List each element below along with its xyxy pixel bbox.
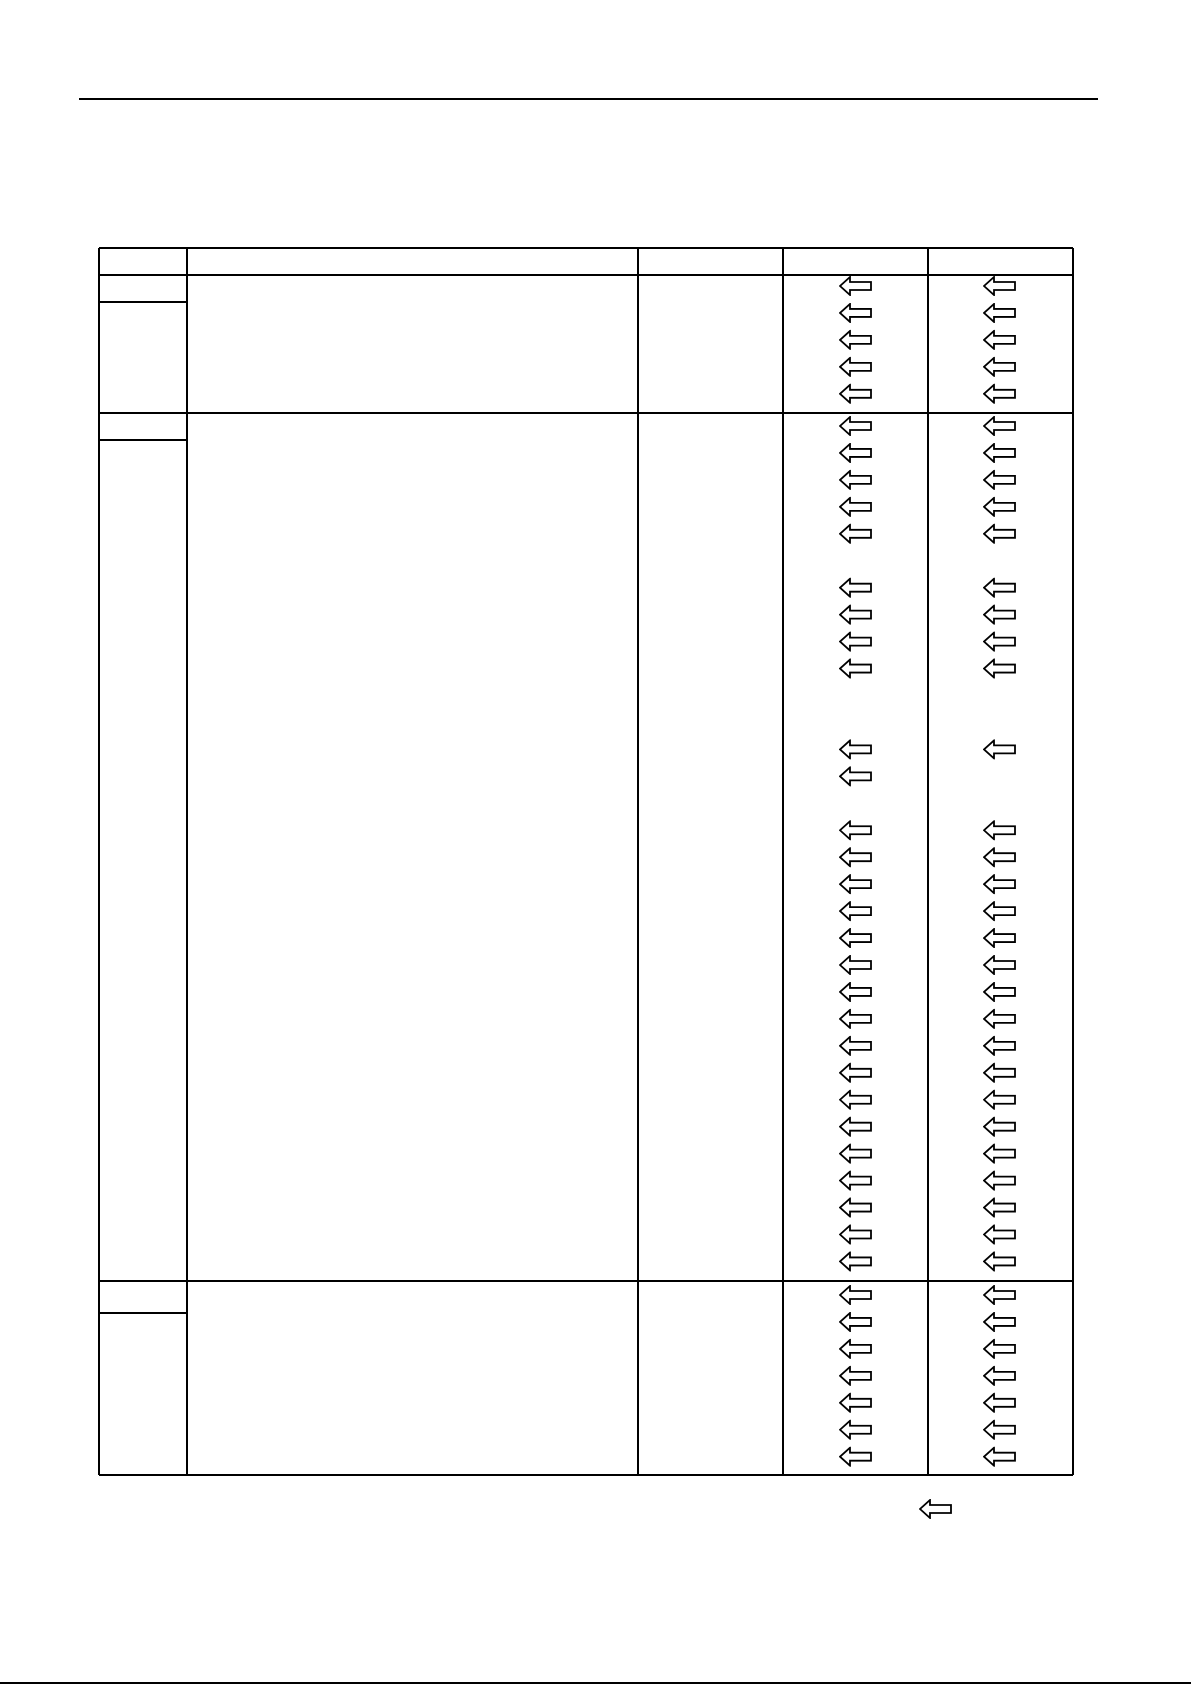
left-arrow-icon (840, 767, 871, 785)
left-arrow-icon (984, 1313, 1015, 1331)
left-arrow-icon (984, 740, 1015, 758)
left-arrow-icon (840, 1145, 871, 1163)
left-arrow-icon (984, 277, 1015, 295)
left-arrow-icon (840, 1199, 871, 1217)
left-arrow-icon (840, 929, 871, 947)
left-arrow-icon (984, 1118, 1015, 1136)
left-arrow-icon (840, 1064, 871, 1082)
left-arrow-icon (840, 1037, 871, 1055)
left-arrow-icon (984, 606, 1015, 624)
left-arrow-icon (840, 1421, 871, 1439)
left-arrow-icon (984, 444, 1015, 462)
left-arrow-icon (984, 983, 1015, 1001)
left-arrow-icon (984, 1252, 1015, 1270)
left-arrow-icon (984, 471, 1015, 489)
left-arrow-icon (984, 902, 1015, 920)
left-arrow-icon (984, 1367, 1015, 1385)
left-arrow-icon (984, 304, 1015, 322)
left-arrow-icon (840, 417, 871, 435)
left-arrow-icon (984, 331, 1015, 349)
left-arrow-icon (984, 929, 1015, 947)
left-arrow-icon (840, 1313, 871, 1331)
left-arrow-icon (984, 633, 1015, 651)
left-arrow-icon (840, 579, 871, 597)
left-arrow-icon (984, 1340, 1015, 1358)
left-arrow-icon (840, 1172, 871, 1190)
left-arrow-icon (840, 875, 871, 893)
left-arrow-icon (840, 1118, 871, 1136)
left-arrow-icon (984, 1064, 1015, 1082)
left-arrow-icon (984, 1091, 1015, 1109)
left-arrow-icon (840, 821, 871, 839)
table-grid (99, 248, 1073, 1475)
left-arrow-icon (984, 385, 1015, 403)
left-arrow-icon (984, 956, 1015, 974)
left-arrow-icon (984, 1226, 1015, 1244)
left-arrow-icon (984, 1286, 1015, 1304)
left-arrow-icon (840, 956, 871, 974)
left-arrow-icon (984, 417, 1015, 435)
left-arrow-icon (840, 848, 871, 866)
left-arrow-icon (984, 1394, 1015, 1412)
legend-left-arrow-icon (920, 1500, 951, 1518)
left-arrow-icon (840, 740, 871, 758)
left-arrow-icon (840, 331, 871, 349)
left-arrow-icon (840, 1448, 871, 1466)
left-arrow-icon (840, 385, 871, 403)
left-arrow-icon (840, 1286, 871, 1304)
left-arrow-icon (840, 304, 871, 322)
left-arrow-icon (840, 471, 871, 489)
left-arrow-icon (984, 660, 1015, 678)
left-arrow-icon (984, 358, 1015, 376)
left-arrow-icon (984, 1199, 1015, 1217)
left-arrow-icon (984, 1145, 1015, 1163)
left-arrow-icon (840, 606, 871, 624)
left-arrow-icon (984, 525, 1015, 543)
left-arrow-icon (984, 1448, 1015, 1466)
left-arrow-icon (984, 1172, 1015, 1190)
left-arrow-icon (840, 633, 871, 651)
left-arrow-icon (840, 1367, 871, 1385)
left-arrow-icon (840, 1226, 871, 1244)
left-arrow-icon (984, 848, 1015, 866)
left-arrow-icon (840, 444, 871, 462)
left-arrow-icon (840, 1091, 871, 1109)
footer-rule (0, 1682, 1191, 1684)
left-arrow-icon (840, 1394, 871, 1412)
left-arrow-icon (840, 1252, 871, 1270)
left-arrow-icon (840, 358, 871, 376)
left-arrow-icon (984, 498, 1015, 516)
left-arrow-icon (984, 821, 1015, 839)
left-arrow-icon (840, 277, 871, 295)
left-arrow-icon (840, 660, 871, 678)
left-arrow-icon (984, 1037, 1015, 1055)
left-arrow-icon (840, 983, 871, 1001)
left-arrow-icon (840, 1010, 871, 1028)
left-arrow-icon (984, 875, 1015, 893)
left-arrow-icon (840, 902, 871, 920)
left-arrow-icon (840, 498, 871, 516)
left-arrow-icon (984, 1010, 1015, 1028)
left-arrow-icon (840, 525, 871, 543)
left-arrow-icon (984, 1421, 1015, 1439)
left-arrow-icon (984, 579, 1015, 597)
left-arrow-icon (840, 1340, 871, 1358)
